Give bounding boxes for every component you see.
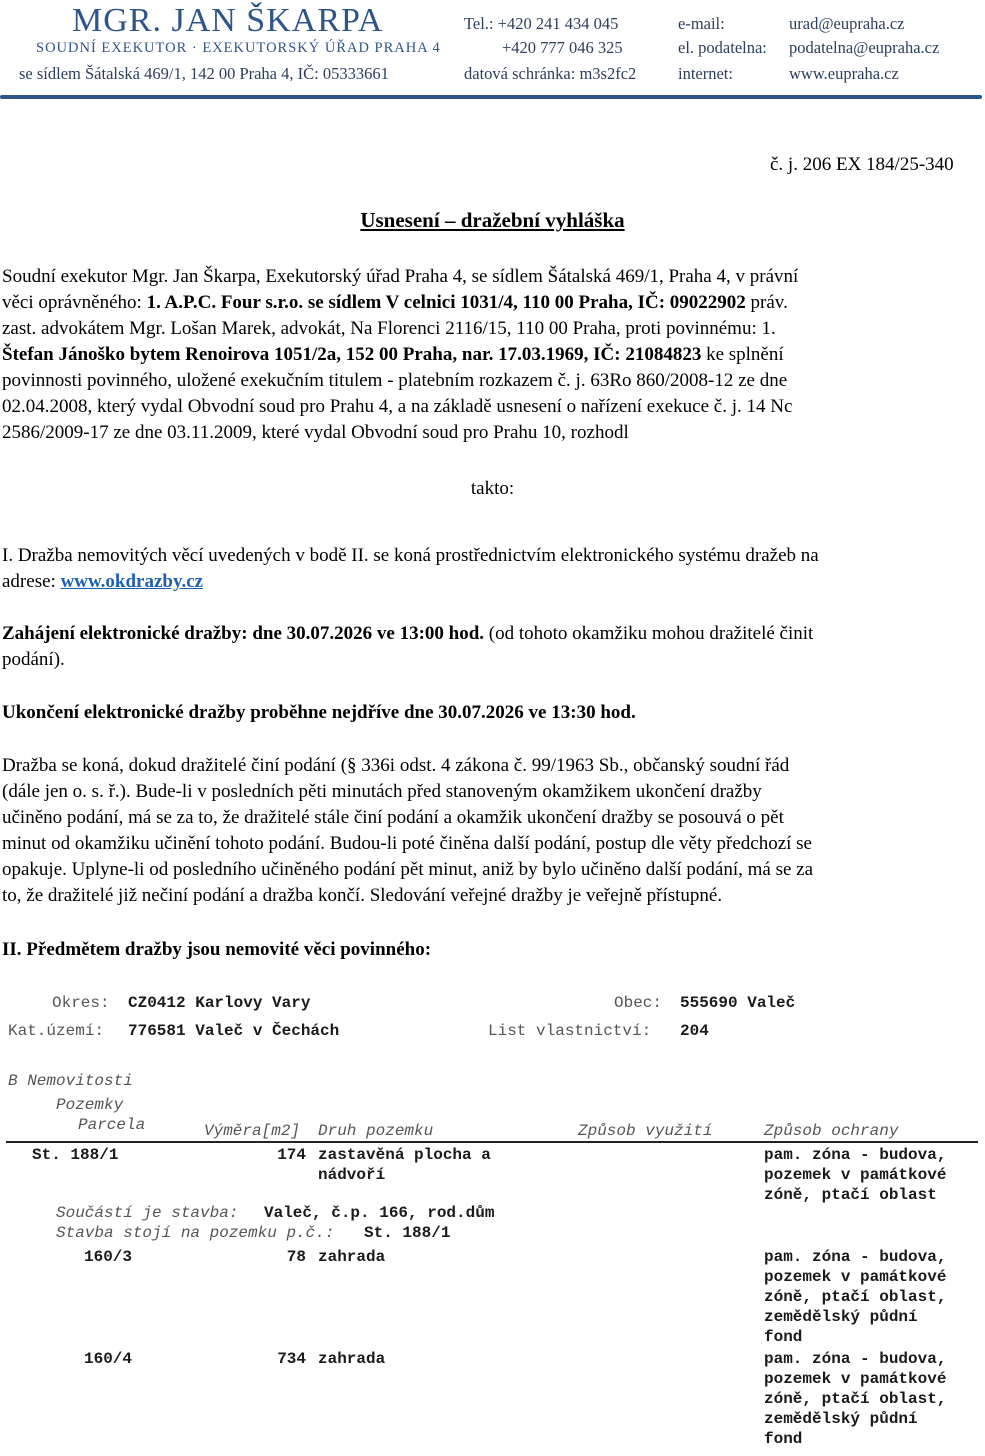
rules-line: Dražba se koná, dokud dražitelé činí podání (§ 336i odst. 4 zákona č. 99/1963 Sb., občanský soudní řád [2,755,790,776]
col-parcela: Parcela [78,1116,146,1134]
ochrana-cell: zóně, ptačí oblast, [764,1288,947,1306]
auction-start: Zahájení elektronické dražby: dne 30.07.2026 ve 13:00 hod. (od tohoto okamžiku mohou dražitelé činit [2,623,814,644]
e-podatelna-link[interactable]: podatelna@eupraha.cz [789,38,940,57]
druh-cell: nádvoří [318,1166,386,1184]
katuzemi-label: Kat.území: [8,1022,105,1040]
table-header-rule [6,1141,978,1143]
obec-value: 555690 Valeč [680,994,796,1012]
ochrana-cell: pam. zóna - budova, [764,1350,947,1368]
e-podatelna-label: el. podatelna: [678,38,767,57]
case-reference: č. j. 206 EX 184/25-340 [770,154,954,175]
auction-start-cont: podání). [2,649,65,670]
col-vyuziti: Způsob využití [578,1122,713,1140]
katuzemi-value: 776581 Valeč v Čechách [128,1022,340,1040]
office-address: se sídlem Šátalská 469/1, 142 00 Praha 4, IČ: 05333661 [19,64,389,83]
stavba-value: St. 188/1 [364,1224,451,1242]
lv-label: List vlastnictví: [488,1022,652,1040]
rules-line: to, že dražitelé již nečiní podání a dražba končí. Sledování veřejné dražby je veřejně přístupné. [2,885,723,906]
vymera-cell: 174 [277,1146,306,1164]
vymera-cell: 78 [286,1248,306,1266]
executor-office: SOUDNÍ EXEKUTOR · EXEKUTORSKÝ ÚŘAD PRAHA 4 [36,40,441,56]
auction-end: Ukončení elektronické dražby proběhne nejdříve dne 30.07.2026 ve 13:30 hod. [2,702,636,723]
druh-cell: zahrada [318,1350,386,1368]
pozemky-label: Pozemky [56,1096,124,1114]
okres-value: CZ0412 Karlovy Vary [128,994,311,1012]
ochrana-cell: zemědělský půdní [764,1308,918,1326]
ochrana-cell: pam. zóna - budova, [764,1248,947,1266]
ochrana-cell: pozemek v památkové [764,1268,947,1286]
stavba-label: Stavba stojí na pozemku p.č.: [56,1224,335,1242]
email-label: e-mail: [678,14,725,33]
website-link[interactable]: www.eupraha.cz [789,64,899,83]
ochrana-cell: fond [764,1328,803,1346]
data-box: datová schránka: m3s2fc2 [464,64,637,83]
document-title: Usnesení – dražební vyhláška [360,208,625,232]
intro-line: povinnosti povinného, uložené exekučním titulem - platebním rozkazem č. j. 63Ro 860/2008-12 ze dne [2,370,788,391]
creditor: 1. A.P.C. Four s.r.o. se sídlem V celnici 1031/4, 110 00 Praha, IČ: 09022902 [146,292,746,313]
rules-line: učiněno podání, má se za to, že dražitelé stále činí podání a okamžik ukončení dražby se posouvá o pět [2,807,784,828]
internet-label: internet: [678,64,733,83]
intro-line: Štefan Jánoško bytem Renoirova 1051/2a, 152 00 Praha, nar. 17.03.1969, IČ: 21084823 ke splnění [2,344,784,365]
intro-line: Soudní exekutor Mgr. Jan Škarpa, Exekutorský úřad Praha 4, se sídlem Šátalská 469/1, Praha 4, v právní [2,266,799,287]
druh-cell: zahrada [318,1248,386,1266]
soucasti-label: Součástí je stavba: [56,1204,239,1222]
ochrana-cell: pam. zóna - budova, [764,1146,947,1164]
ochrana-cell: zemědělský půdní [764,1410,918,1428]
rules-line: opakuje. Uplyne-li od posledního učiněného podání pět minut, aniž by bylo učiněno další podání, má se za [2,859,814,880]
col-ochrana: Způsob ochrany [764,1122,899,1140]
okres-label: Okres: [52,994,110,1012]
section-label: B Nemovitosti [8,1072,133,1090]
intro-line: zast. advokátem Mgr. Lošan Marek, advokát, Na Florenci 2116/15, 110 00 Praha, proti povinnému: 1. [2,318,776,339]
intro-line: věci oprávněného: 1. A.P.C. Four s.r.o. se sídlem V celnici 1031/4, 110 00 Praha, IČ: 09022902 práv. [2,292,788,313]
tel-line-1: Tel.: +420 241 434 045 [464,14,619,33]
intro-line: 2586/2009-17 ze dne 03.11.2009, které vydal Obvodní soud pro Prahu 10, rozhodl [2,422,629,443]
phone-1: +420 241 434 045 [497,14,619,33]
letterhead-divider [0,95,982,99]
ochrana-cell: zóně, ptačí oblast, [764,1390,947,1408]
obec-label: Obec: [614,994,663,1012]
vymera-cell: 734 [277,1350,306,1368]
executor-name: MGR. JAN ŠKARPA [72,2,384,39]
point-i-address: adrese: www.okdrazby.cz [2,571,204,592]
email-link[interactable]: urad@eupraha.cz [789,14,905,33]
takto-label: takto: [470,478,515,499]
ochrana-cell: fond [764,1430,803,1448]
col-druh: Druh pozemku [318,1122,434,1140]
parcela-cell: St. 188/1 [32,1146,119,1164]
rules-line: minut od okamžiku učinění tohoto podání. Budou-li poté činěna další podání, postup dle věty předchozí se [2,833,812,854]
point-i-text: I. Dražba nemovitých věcí uvedených v bodě II. se koná prostřednictvím elektronického systému dražeb na [2,545,819,566]
intro-line: 02.04.2008, který vydal Obvodní soud pro Prahu 4, a na základě usnesení o nařízení exekuce č. j. 14 Nc [2,396,793,417]
parcela-cell: 160/3 [84,1248,133,1266]
phone-2: +420 777 046 325 [502,38,623,57]
debtor: Štefan Jánoško bytem Renoirova 1051/2a, 152 00 Praha, nar. 17.03.1969, IČ: 21084823 [2,344,702,365]
letterhead [0,0,985,100]
cadastre-extract [0,990,985,1456]
ochrana-cell: zóně, ptačí oblast [764,1186,937,1204]
auction-portal-link[interactable]: www.okdrazby.cz [60,571,204,592]
druh-cell: zastavěná plocha a [318,1146,491,1164]
point-ii-heading: II. Předmětem dražby jsou nemovité věci povinného: [2,939,432,960]
ochrana-cell: pozemek v památkové [764,1370,947,1388]
soucasti-value: Valeč, č.p. 166, rod.dům [264,1204,495,1222]
ochrana-cell: pozemek v památkové [764,1166,947,1184]
col-vymera: Výměra[m2] [204,1122,301,1140]
lv-value: 204 [680,1022,709,1040]
auction-start-date: Zahájení elektronické dražby: dne 30.07.2026 ve 13:00 hod. [2,623,485,644]
rules-line: (dále jen o. s. ř.). Bude-li v posledních pěti minutách před stanoveným okamžikem ukončení dražby [2,781,762,802]
parcela-cell: 160/4 [84,1350,133,1368]
